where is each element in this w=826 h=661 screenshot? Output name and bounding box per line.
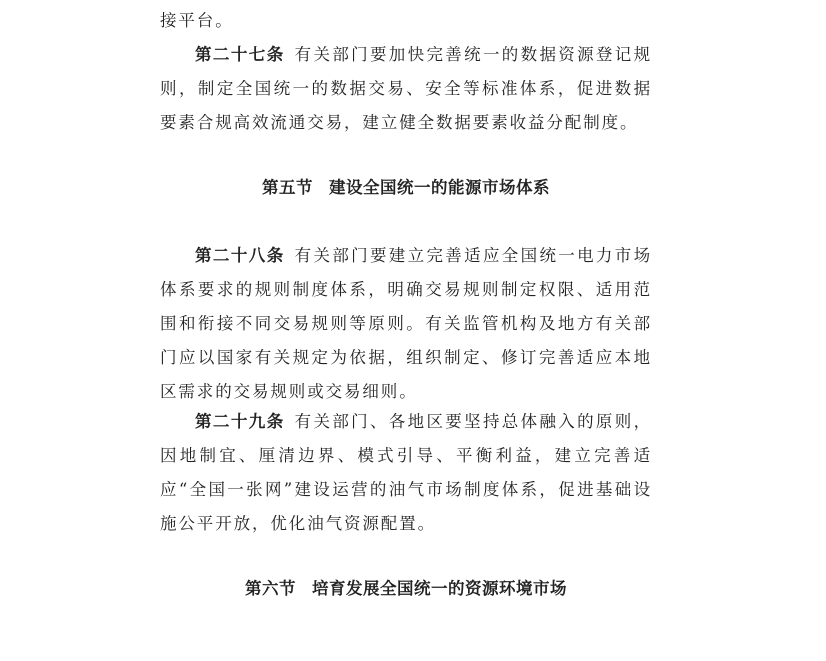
article-28	[160, 239, 652, 409]
section-5-number: 第五节	[262, 178, 313, 197]
article-27	[160, 38, 652, 140]
article-28-label: 第二十八条	[195, 246, 285, 265]
section-6-heading	[160, 577, 652, 601]
section-6-number: 第六节	[245, 579, 296, 598]
section-5-heading	[160, 176, 652, 200]
article-27-label: 第二十七条	[195, 45, 285, 64]
section-6-title: 培育发展全国统一的资源环境市场	[312, 579, 567, 598]
article-27-text: 有关部门要加快完善统一的数据资源登记规则，制定全国统一的数据交易、安全等标准体系，促进数据要素合规高效流通交易，建立健全数据要素收益分配制度。	[160, 45, 652, 132]
article-29	[160, 405, 652, 541]
paragraph-fragment: 接平台。	[160, 11, 234, 30]
article-28-text: 有关部门要建立完善适应全国统一电力市场体系要求的规则制度体系，明确交易规则制定权限、适用范围和衔接不同交易规则等原则。有关监管机构及地方有关部门应以国家有关规定为依据，组织制定、修订完善适应本地区需求的交易规则或交易细则。	[160, 246, 652, 401]
article-29-text: 有关部门、各地区要坚持总体融入的原则，因地制宜、厘清边界、模式引导、平衡利益，建立完善适应“全国一张网”建设运营的油气市场制度体系，促进基础设施公平开放，优化油气资源配置。	[160, 412, 652, 533]
section-5-title: 建设全国统一的能源市场体系	[329, 178, 550, 197]
article-29-label: 第二十九条	[195, 412, 285, 431]
